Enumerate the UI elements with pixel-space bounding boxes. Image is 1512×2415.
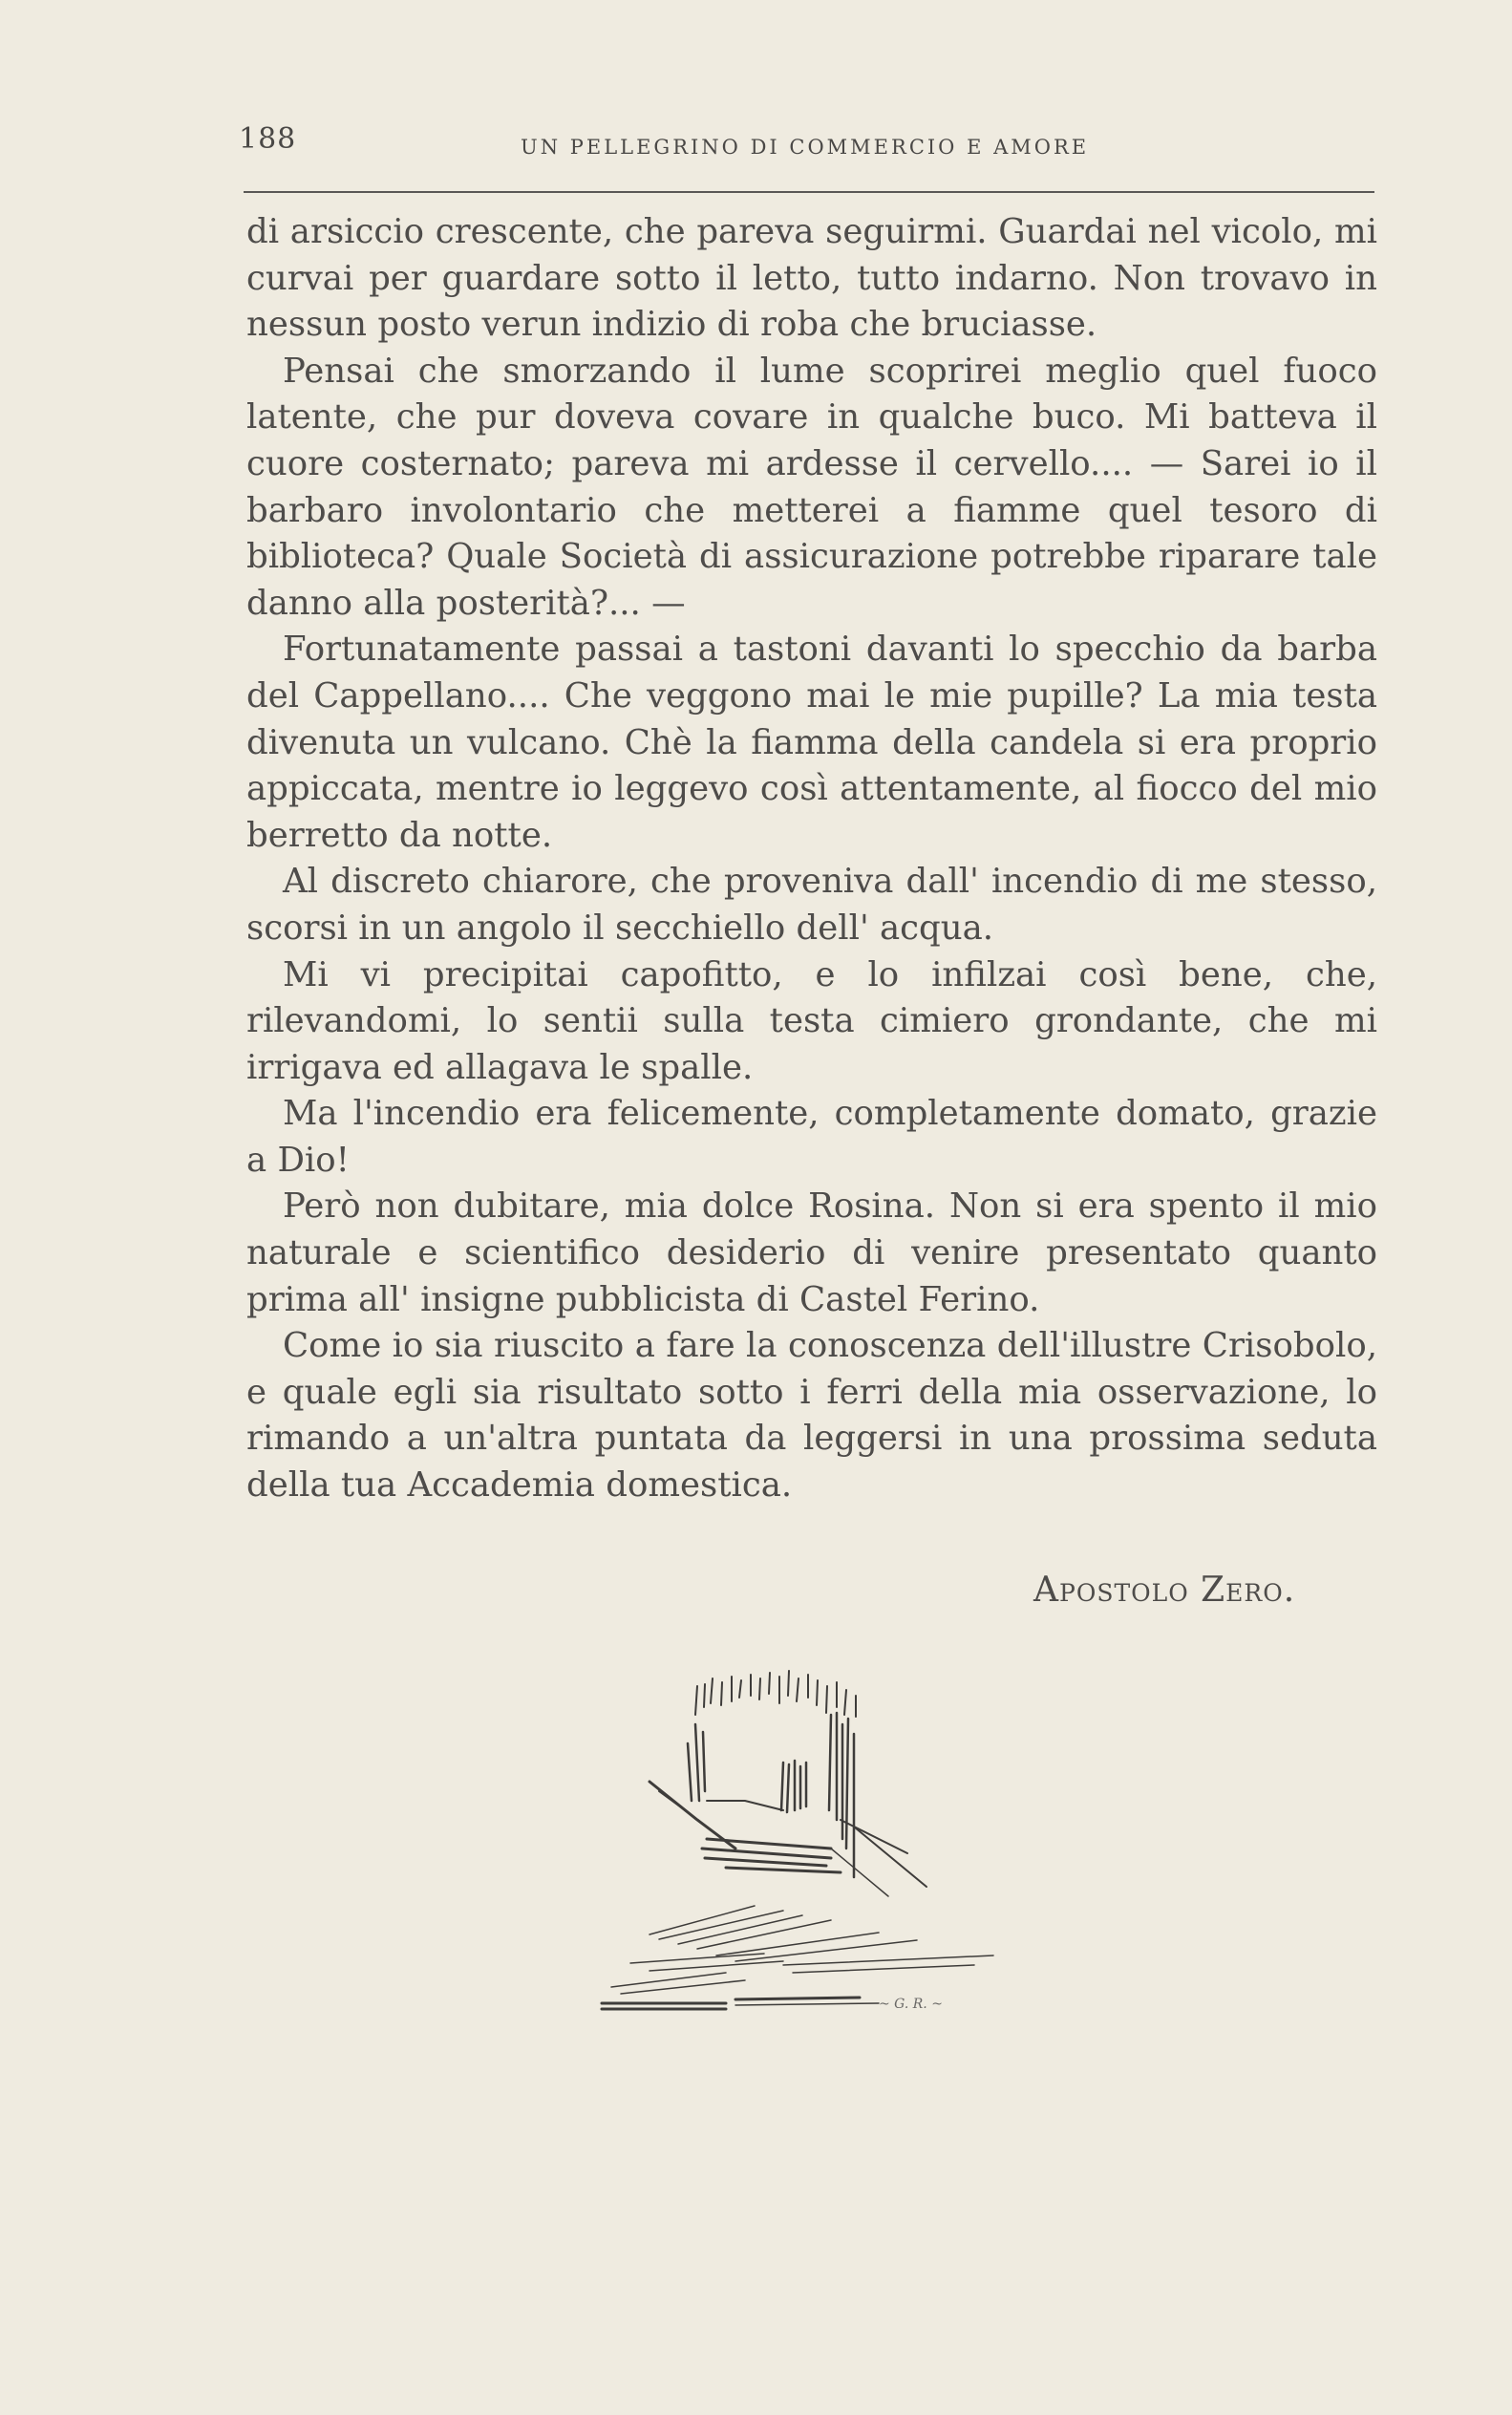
- paragraph: Come io sia riuscito a fare la conoscenza dell'illustre Crisobolo, e quale egli sia risultato sotto i ferri della mia osservazione, lo rimando a un'altra puntata da leggersi in una prossima seduta della tua Accademia domestica.: [246, 1326, 1377, 1506]
- page-number: 188: [239, 122, 297, 156]
- vignette-illustration: [592, 1657, 1012, 2030]
- paragraph: Però non dubitare, mia dolce Rosina. Non si era spento il mio naturale e scientifico desiderio di venire presentato quanto prima all' insigne pubblicista di Castel Ferino.: [246, 1186, 1377, 1319]
- paragraph: Ma l'incendio era felicemente, completamente domato, grazie a Dio!: [246, 1094, 1377, 1180]
- artist-mark: ~ G. R. ~: [879, 1997, 943, 2012]
- running-title: UN PELLEGRINO DI COMMERCIO E AMORE: [521, 136, 1090, 159]
- header-rule: [244, 191, 1374, 193]
- author-signature: Apostolo Zero.: [1033, 1571, 1296, 1610]
- body-text: [246, 209, 1377, 1509]
- paragraph: di arsiccio crescente, che pareva seguirmi. Guardai nel vicolo, mi curvai per guardare sotto il letto, tutto indarno. Non trovavo in nessun posto verun indizio di roba che bruciasse.: [246, 212, 1377, 345]
- paragraph: Fortunatamente passai a tastoni davanti lo specchio da barba del Cappellano.... Che veggono mai le mie pupille? La mia testa divenuta un vulcano. Chè la fiamma della candela si era proprio appiccata, mentre io leggevo così attentamente, al fiocco del mio berretto da notte.: [246, 630, 1377, 855]
- paragraph: Pensai che smorzando il lume scoprirei meglio quel fuoco latente, che pur doveva covare in qualche buco. Mi batteva il cuore costernato; pareva mi ardesse il cervello.... — Sarei io il barbaro involontario che metterei a fiamme quel tesoro di biblioteca? Quale Società di assicurazione potrebbe riparare tale danno alla posterità?... —: [246, 351, 1377, 623]
- paragraph: Mi vi precipitai capofitto, e lo infilzai così bene, che, rilevandomi, lo sentii sulla testa cimiero grondante, che mi irrigava ed allagava le spalle.: [246, 954, 1377, 1087]
- paragraph: Al discreto chiarore, che proveniva dall' incendio di me stesso, scorsi in un angolo il secchiello dell' acqua.: [246, 862, 1377, 948]
